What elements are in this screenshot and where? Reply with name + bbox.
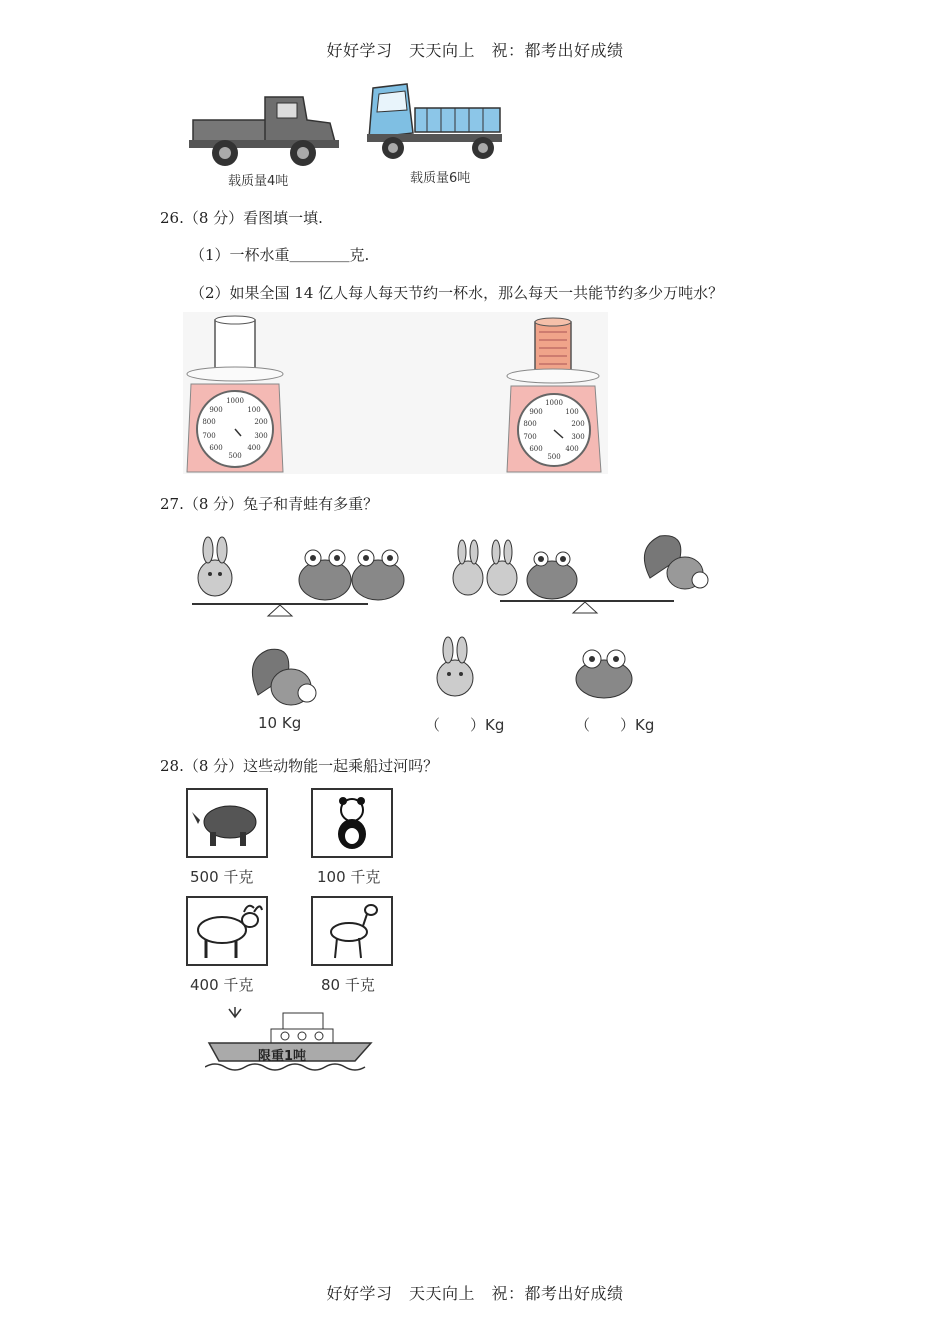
svg-text:500: 500 (547, 453, 561, 461)
q28-title: 28.（8 分）这些动物能一起乘船过河吗？ (160, 757, 439, 775)
svg-text:300: 300 (571, 433, 585, 441)
q26-title: 26.（8 分）看图填一填. (160, 209, 323, 227)
truck-6t-caption: 载质量6吨 (410, 171, 471, 186)
blue-truck-illustration (365, 78, 505, 168)
boat-illustration (205, 1003, 375, 1075)
deer-card (311, 896, 393, 966)
frog-icon (527, 552, 577, 599)
svg-text:1000: 1000 (545, 399, 563, 407)
svg-text:900: 900 (529, 408, 543, 416)
squirrel-icon (243, 645, 318, 710)
frog-icon (570, 645, 638, 700)
scale-label-400: 400 (247, 444, 261, 452)
scale-label-700: 700 (202, 432, 216, 440)
page-header: 好好学习 天天向上 祝：都考出好成绩 (326, 41, 624, 60)
svg-text:100: 100 (565, 408, 579, 416)
scale-label-100: 100 (247, 406, 261, 414)
boat-weight-limit-label: 限重1吨 (258, 1049, 307, 1064)
gray-truck-illustration (185, 85, 345, 175)
scale-label-1000: 1000 (226, 397, 244, 405)
rhino-card (186, 788, 268, 858)
squirrel-weight: 10 Kg (258, 714, 302, 732)
ox-card (186, 896, 268, 966)
svg-text:400: 400 (565, 445, 579, 453)
q26-part1: （1）一杯水重＿＿＿＿克. (190, 246, 370, 264)
deer-weight: 80 千克 (321, 976, 375, 994)
page-footer: 好好学习 天天向上 祝：都考出好成绩 (326, 1284, 624, 1303)
scale-label-200: 200 (254, 418, 268, 426)
rabbit-weight-blank: （ ）Kg (425, 716, 505, 734)
water-cup-scale (507, 318, 601, 472)
scale-label-500: 500 (228, 452, 242, 460)
svg-text:700: 700 (523, 433, 537, 441)
scale-label-900: 900 (209, 406, 223, 414)
rhino-weight: 500 千克 (190, 868, 254, 886)
panda-weight: 100 千克 (317, 868, 381, 886)
rabbit-icon (487, 540, 517, 595)
q26-part2: （2）如果全国 14 亿人每人每天节约一杯水，那么每天一共能节约多少万吨水？ (190, 284, 724, 302)
empty-cup-scale (187, 316, 283, 472)
ox-icon (188, 898, 266, 964)
rabbit-icon (198, 537, 232, 596)
scale-label-800: 800 (202, 418, 216, 426)
rabbit-icon (428, 636, 483, 698)
panda-card (311, 788, 393, 858)
ox-weight: 400 千克 (190, 976, 254, 994)
q27-balance-figure (180, 528, 720, 628)
rabbit-icon (453, 540, 483, 595)
q27-title: 27.（8 分）兔子和青蛙有多重？ (160, 495, 379, 513)
squirrel-icon (644, 536, 708, 589)
scale-label-300: 300 (254, 432, 268, 440)
svg-text:200: 200 (571, 420, 585, 428)
frog-icon (352, 550, 404, 600)
panda-icon (313, 790, 391, 856)
q26-scales-figure (183, 312, 608, 474)
svg-text:600: 600 (529, 445, 543, 453)
frog-weight-blank: （ ）Kg (575, 716, 655, 734)
deer-icon (313, 898, 391, 964)
truck-4t-caption: 载质量4吨 (228, 174, 289, 189)
svg-text:800: 800 (523, 420, 537, 428)
frog-icon (299, 550, 351, 600)
rhino-icon (188, 790, 266, 856)
scale-label-600: 600 (209, 444, 223, 452)
